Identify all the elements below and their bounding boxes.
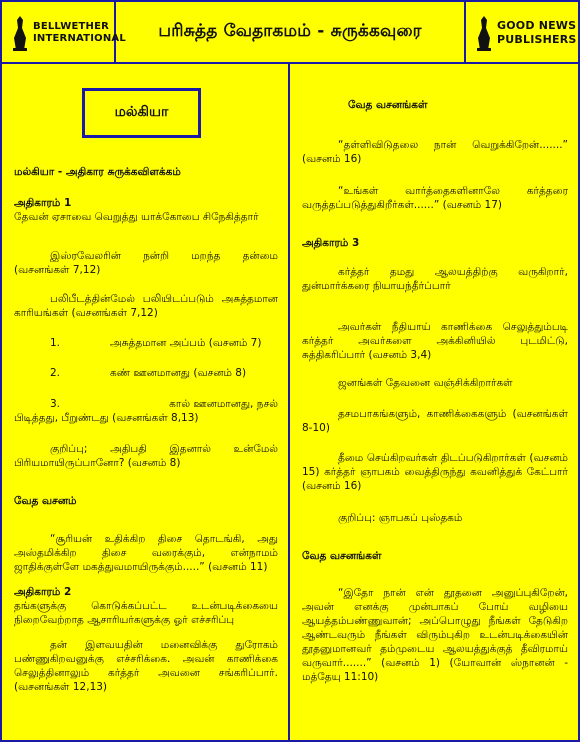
right-column — [290, 64, 578, 740]
book-name-box — [82, 88, 201, 138]
left-column — [2, 64, 290, 740]
list-item-2: கண் ஊனமானது (வசனம் 8) — [110, 367, 247, 379]
chapter1-para1: தேவன் ஏசாவை வெறுத்து யாக்கோபை சிநேகித்தார் — [14, 211, 259, 223]
verse-heading: வேத வசனம் — [14, 495, 77, 507]
chapter1-para3: பலிபீடத்தின்மேல் பலியிடப்படும் அசுத்தமான காரியங்கள் (வசனங்கள் 7,12) — [14, 293, 278, 319]
verse-text: “சூரியன் உதிக்கிற திசை தொடங்கி, அது அஸ்தமிக்கிற திசை வரைக்கும், என்நாமம் ஜாதிக்குள்ளே மகத்துவமாயிருக்கும்.....” (வசனம் 11) — [14, 533, 278, 573]
chapter3-para2: அவர்கள் நீதியாய் காணிக்கை செலுத்தும்படி கர்த்தர் அவர்களை அக்கினியில் புடமிட்டு, சுத்திகரிப்பார் (வசனம் 3,4) — [302, 321, 568, 361]
list-item-3-line1: கால் ஊனமானது, நசல் — [169, 398, 278, 410]
chapter1-heading: அதிகாரம் 1 — [14, 197, 72, 209]
list-number-2: 2. — [50, 367, 61, 379]
list-item-1: அசுத்தமான அப்பம் (வசனம் 7) — [110, 337, 262, 349]
verses-heading-2: வேத வசனங்கள் — [302, 550, 382, 562]
chapter1-note: குறிப்பு; அதிபதி இதனால் உன்மேல் பிரியமாயிருப்பானோ? (வசனம் 8) — [14, 443, 278, 469]
right-logo-box — [466, 2, 578, 62]
chapter3-para1: கர்த்தர் தமது ஆலயத்திற்கு வருகிறார், துன்மார்க்கரை நியாயந்தீர்ப்பார் — [302, 266, 568, 292]
chapter3-note: குறிப்பு: ஞாபகப் புஸ்தகம் — [338, 512, 463, 524]
left-logo-box — [2, 2, 126, 62]
page-title: பரிசுத்த வேதாகமம் - சுருக்கவுரை — [158, 21, 422, 41]
right-logo-line1: GOOD NEWS — [497, 19, 577, 32]
list-item-3-line2: பிடித்தது, பீறுண்டது (வசனங்கள் 8,13) — [14, 412, 199, 424]
good-news-logo-icon — [474, 14, 494, 52]
title-box — [116, 2, 466, 62]
chapter3-para5: தீமை செய்கிறவர்கள் திடப்படுகிறார்கள் (வசனம் 15) கர்த்தர் ஞாபகம் வைத்திருந்து கவனித்துக் கேட்பார் (வசனம் 16) — [302, 452, 568, 492]
bellwether-logo-icon — [10, 14, 30, 52]
chapter3-para4: தசமபாகங்களும், காணிக்கைகளும் (வசனங்கள் 8-10) — [302, 408, 568, 434]
chapter2-heading: அதிகாரம் 2 — [14, 586, 72, 598]
verse-16: “தள்ளிவிடுதலை நான் வெறுக்கிறேன்.......” (வசனம் 16) — [302, 139, 568, 165]
list-number-3: 3. — [50, 398, 61, 410]
left-logo-line2: INTERNATIONAL — [33, 33, 126, 44]
chapter1-para2: இஸ்ரவேலரின் நன்றி மறந்த தன்மை (வசனங்கள் 7,12) — [14, 250, 278, 276]
verse-1: “இதோ நான் என் தூதனை அனுப்புகிறேன், அவன் எனக்கு முன்பாகப் போய் வழியை ஆயத்தம்பண்ணுவான்; அப்பொழுது நீங்கள் தேடுகிற ஆண்டவரும் நீங்கள் விரும்புகிற உடன்படிக்கையின் தூதனுமானவர் தம்முடைய ஆலயத்துக்குத் தீவிரமாய் வருவார்.......” (வசனம் 1) (யோவான் ஸ்நானன் - மத்தேயு 11:10) — [302, 587, 568, 683]
chapter3-para3: ஜனங்கள் தேவனை வஞ்சிக்கிறார்கள் — [338, 377, 513, 389]
left-logo-line1: BELLWETHER — [33, 21, 110, 32]
verses-heading-1: வேத வசனங்கள் — [348, 99, 428, 111]
chapter2-para1: தங்களுக்கு கொடுக்கப்பட்ட உடன்படிக்கையை நிறைவேற்றாத ஆசாரியர்களுக்கு ஓர் எச்சரிப்பு — [14, 600, 278, 626]
right-logo-line2: PUBLISHERS — [497, 33, 577, 46]
verse-17: “உங்கள் வார்த்தைகளினாலே கர்த்தரை வருத்தப்படுத்துகிறீர்கள்......” (வசனம் 17) — [302, 185, 568, 211]
book-name: மல்கியா — [114, 104, 169, 120]
chapter2-para2: தன் இளவயதின் மனைவிக்கு துரோகம் பண்ணுகிறவனுக்கு எச்சரிக்கை. அவன் காணிக்கை செலுத்தினாலும் கர்த்தர் அவனை சங்கரிப்பார். (வசனங்கள் 12,13) — [14, 639, 278, 693]
header — [2, 2, 578, 64]
list-number-1: 1. — [50, 337, 61, 349]
summary-heading: மல்கியா - அதிகார சுருக்கவிளக்கம் — [14, 166, 181, 178]
chapter3-heading: அதிகாரம் 3 — [302, 237, 360, 249]
